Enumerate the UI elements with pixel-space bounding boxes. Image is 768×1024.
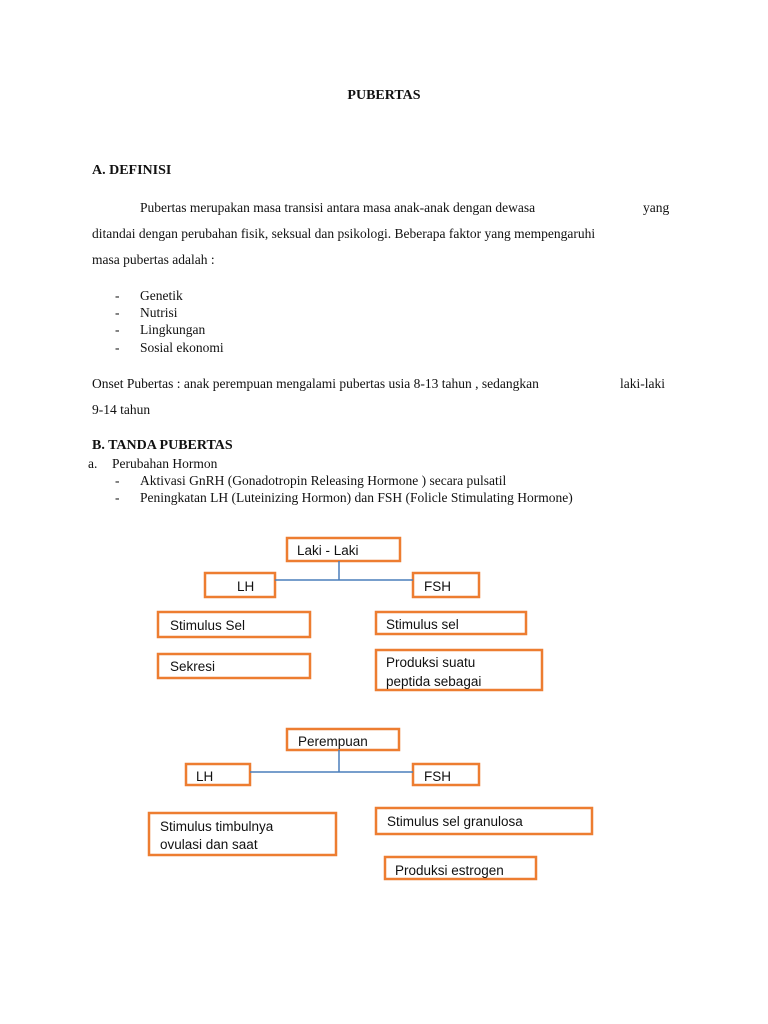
list-bullet: - (115, 322, 120, 337)
male-fsh-result-line-1: Produksi suatu (386, 655, 476, 670)
male-fsh-stimulus-label: Stimulus sel (386, 617, 459, 632)
list-bullet: - (115, 490, 120, 505)
male-root-label: Laki - Laki (297, 543, 359, 558)
list-item: Genetik (140, 288, 183, 303)
definition-line-3: masa pubertas adalah : (92, 252, 215, 267)
list-item: Nutrisi (140, 305, 178, 320)
definition-line-1: Pubertas merupakan masa transisi antara masa anak-anak dengan dewasa (140, 200, 536, 215)
hormone-item: Peningkatan LH (Luteinizing Hormon) dan FSH (Folicle Stimulating Hormone) (140, 490, 573, 505)
female-fsh-stimulus-label: Stimulus sel granulosa (387, 814, 523, 829)
female-lh-result-line-2: ovulasi dan saat (160, 837, 258, 852)
section-a-heading: A. DEFINISI (92, 163, 172, 178)
onset-line-2: 9-14 tahun (92, 402, 151, 417)
male-fsh-result-line-2: peptida sebagai (386, 674, 482, 689)
list-item: Sosial ekonomi (140, 340, 224, 355)
list-bullet: - (115, 340, 120, 355)
sub-a-marker: a. (88, 456, 98, 471)
definition-line-1-end: yang (643, 200, 670, 215)
male-lh-label: LH (237, 579, 255, 594)
female-fsh-label: FSH (424, 769, 451, 784)
female-lh-result-line-1: Stimulus timbulnya (160, 819, 274, 834)
onset-line-1: Onset Pubertas : anak perempuan mengalami pubertas usia 8-13 tahun , sedangkan (92, 376, 539, 391)
list-bullet: - (115, 473, 120, 488)
page-title: PUBERTAS (347, 88, 421, 103)
male-lh-stimulus-label: Stimulus Sel (170, 618, 246, 633)
list-item: Lingkungan (140, 322, 206, 337)
section-b-heading: B. TANDA PUBERTAS (92, 438, 233, 453)
male-fsh-label: FSH (424, 579, 451, 594)
female-fsh-result-label: Produksi estrogen (395, 863, 504, 878)
female-lh-label: LH (196, 769, 214, 784)
male-lh-result-label: Sekresi (170, 659, 216, 674)
hormone-item: Aktivasi GnRH (Gonadotropin Releasing Hormone ) secara pulsatil (140, 473, 507, 488)
sub-a-label: Perubahan Hormon (112, 456, 218, 471)
list-bullet: - (115, 305, 120, 320)
onset-line-1-end: laki-laki (620, 376, 665, 391)
list-bullet: - (115, 288, 120, 303)
definition-line-2: ditandai dengan perubahan fisik, seksual dan psikologi. Beberapa faktor yang mempengaruhi (92, 226, 596, 241)
female-root-label: Perempuan (298, 734, 368, 749)
